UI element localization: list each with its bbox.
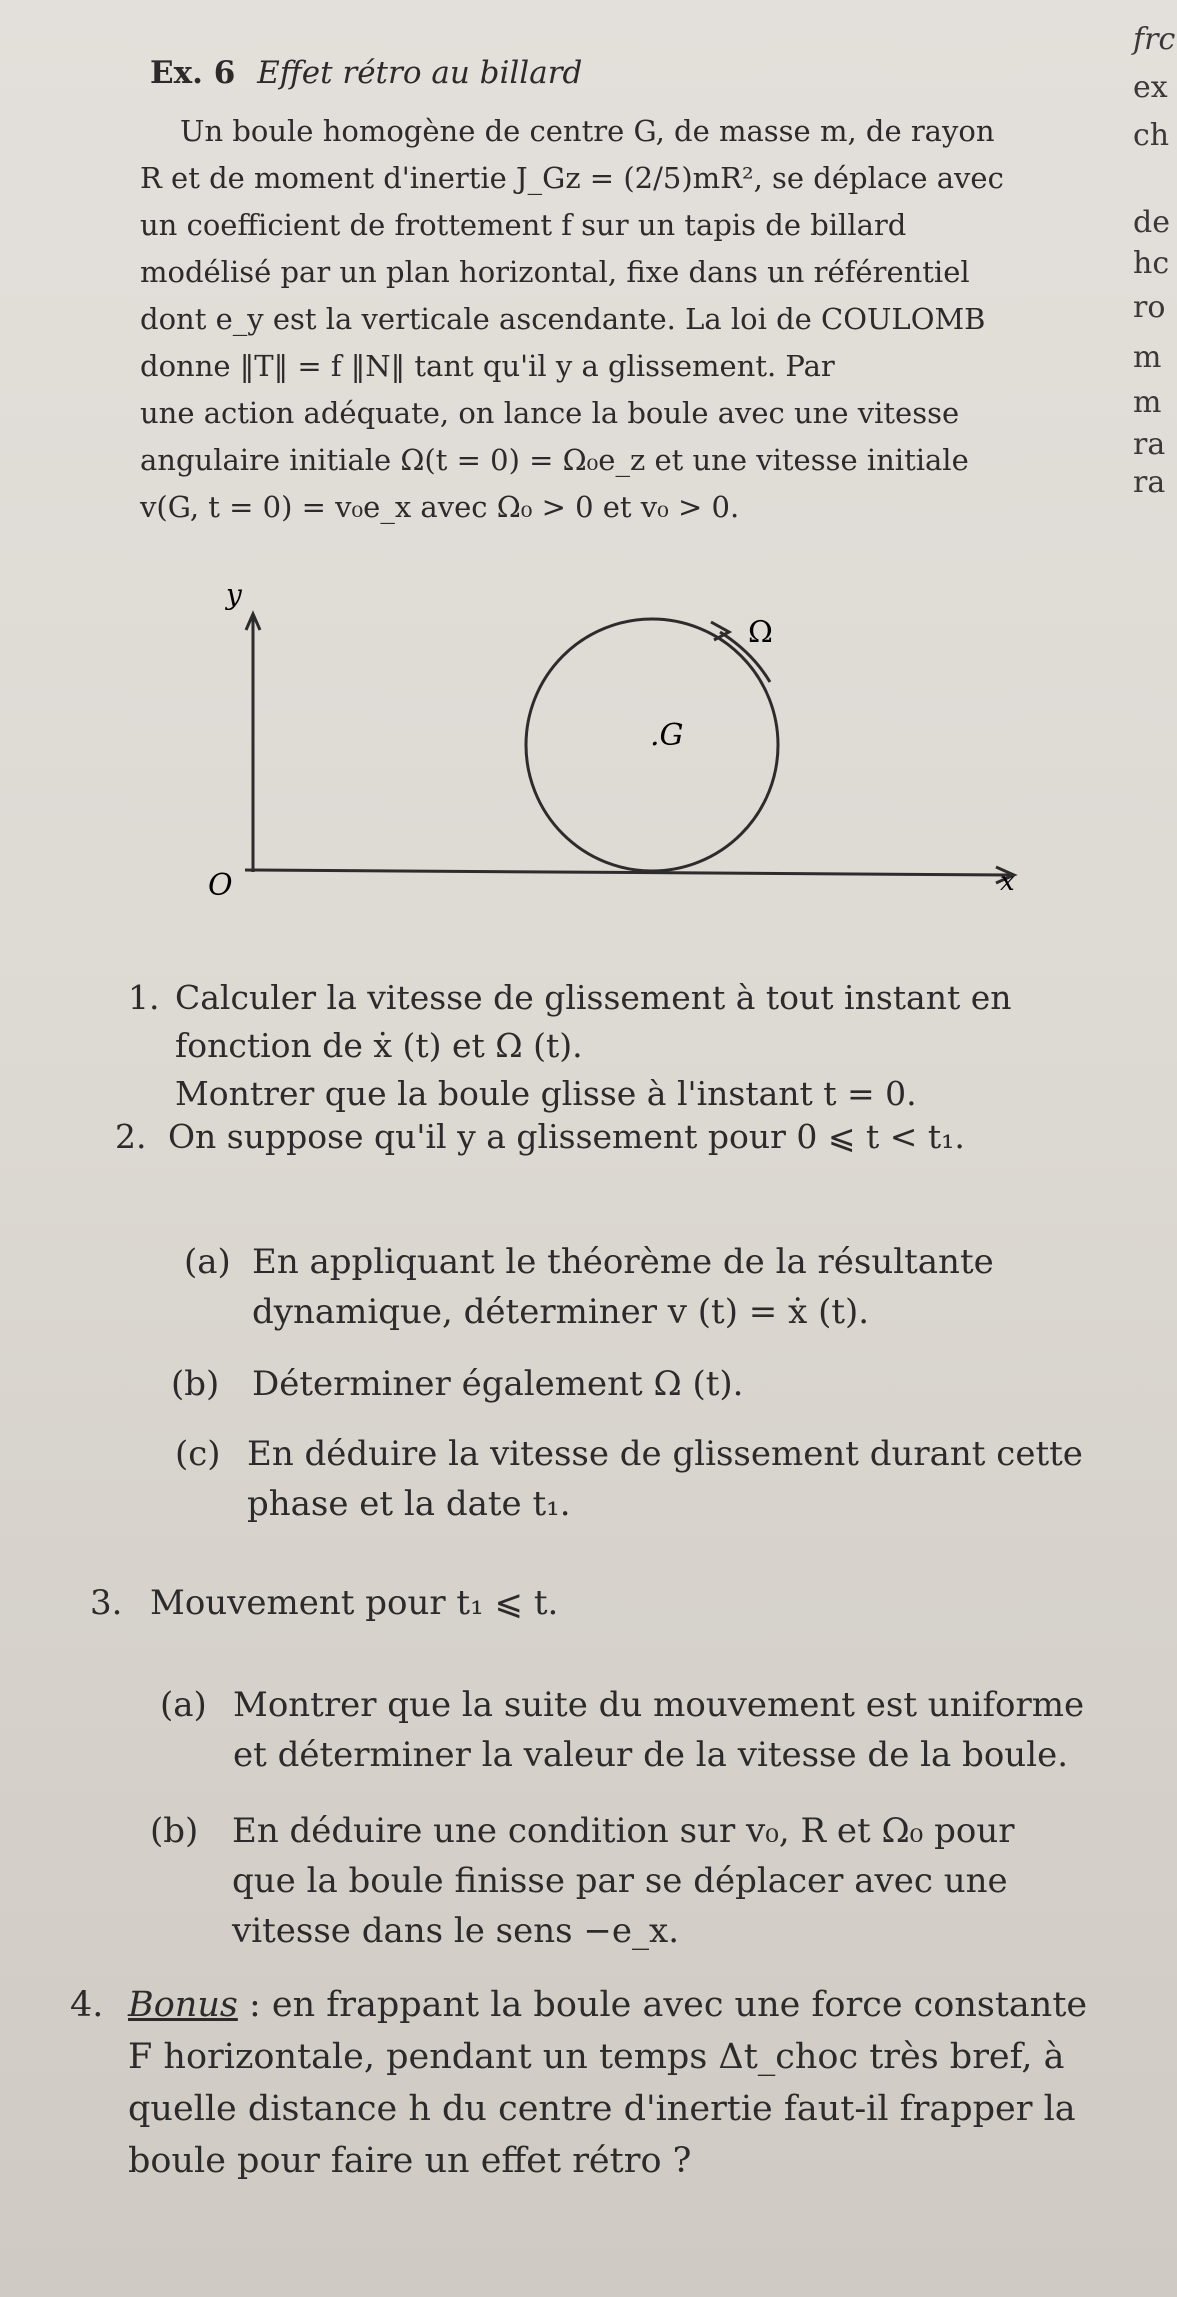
part-line: En déduire la vitesse de glissement durant cette [247, 1434, 1083, 1474]
margin-fragment: hc [1133, 246, 1170, 281]
origin-label: O [208, 868, 233, 903]
intro-line: un coefficient de frottement f sur un tapis de billard [140, 208, 907, 242]
part-label: (b) [150, 1811, 199, 1851]
billiard-figure [0, 570, 1177, 930]
margin-fragment: de [1133, 205, 1170, 240]
question-line: Mouvement pour t₁ ⩽ t. [150, 1583, 559, 1623]
part-line: Montrer que la suite du mouvement est uniforme [233, 1685, 1085, 1725]
part-label: (a) [160, 1685, 207, 1725]
part-line: et déterminer la valeur de la vitesse de la boule. [233, 1735, 1069, 1775]
margin-fragment: ra [1133, 427, 1166, 462]
part-line: En déduire une condition sur v₀, R et Ω₀ pour [232, 1811, 1015, 1851]
part-label: (b) [171, 1364, 220, 1404]
intro-line: Un boule homogène de centre G, de masse m, de rayon [180, 114, 995, 148]
part-line: phase et la date t₁. [247, 1484, 571, 1524]
question-line: F horizontale, pendant un temps Δt_choc très bref, à [128, 2037, 1065, 2077]
part-line: En appliquant le théorème de la résultante [252, 1242, 994, 1282]
margin-fragment: m [1133, 385, 1162, 420]
part-line: dynamique, déterminer v (t) = ẋ (t). [252, 1292, 870, 1332]
intro-line: dont e_y est la verticale ascendante. La loi de COULOMB [140, 302, 986, 336]
margin-fragment: ex [1133, 70, 1168, 105]
bonus-label: Bonus [128, 1985, 238, 2025]
intro-line: angulaire initiale Ω(t = 0) = Ω₀e_z et une vitesse initiale [140, 443, 969, 477]
exercise-heading [150, 55, 582, 91]
part-line: vitesse dans le sens −e_x. [232, 1911, 679, 1951]
intro-line: une action adéquate, on lance la boule avec une vitesse [140, 396, 960, 430]
intro-line: R et de moment d'inertie J_Gz = (2/5)mR², se déplace avec [140, 161, 1004, 195]
x-axis [245, 870, 1010, 875]
question-line: fonction de ẋ (t) et Ω (t). [175, 1026, 583, 1065]
part-label: (c) [175, 1434, 221, 1474]
exercise-title: Effet rétro au billard [257, 55, 583, 91]
intro-paragraph [140, 108, 1105, 531]
question-number: 1. [128, 978, 160, 1017]
part-line: que la boule finisse par se déplacer avec une [232, 1861, 1008, 1901]
x-axis-label: x [1000, 867, 1015, 897]
question-line: Calculer la vitesse de glissement à tout instant en [175, 978, 1012, 1017]
margin-fragment: m [1133, 340, 1162, 375]
exercise-label: Ex. 6 [150, 55, 236, 91]
intro-line: donne ‖T‖ = f ‖N‖ tant qu'il y a glissement. Par [140, 349, 835, 383]
margin-fragment: ra [1133, 465, 1166, 500]
question-line: Bonus : en frappant la boule avec une force constante [128, 1985, 1088, 2025]
margin-fragment: ro [1133, 290, 1166, 325]
question-number: 4. [70, 1985, 104, 2025]
question-line: On suppose qu'il y a glissement pour 0 ⩽ t < t₁. [168, 1117, 965, 1156]
question-line: boule pour faire un effet rétro ? [128, 2141, 692, 2181]
question-number: 2. [115, 1117, 147, 1156]
part-label: (a) [184, 1242, 231, 1282]
margin-fragment: ch [1133, 118, 1170, 153]
question-line: Montrer que la boule glisse à l'instant t = 0. [175, 1074, 917, 1113]
margin-fragment: frc [1133, 22, 1176, 57]
intro-line: v(G, t = 0) = v₀e_x avec Ω₀ > 0 et v₀ > 0. [140, 490, 740, 524]
question-number: 3. [90, 1583, 123, 1623]
intro-line: modélisé par un plan horizontal, fixe dans un référentiel [140, 255, 970, 289]
question-line: quelle distance h du centre d'inertie faut-il frapper la [128, 2089, 1076, 2129]
part-line: Déterminer également Ω (t). [252, 1364, 744, 1404]
omega-label: Ω [748, 615, 773, 650]
y-axis-label: y [226, 578, 242, 611]
center-label: .G [650, 718, 684, 753]
